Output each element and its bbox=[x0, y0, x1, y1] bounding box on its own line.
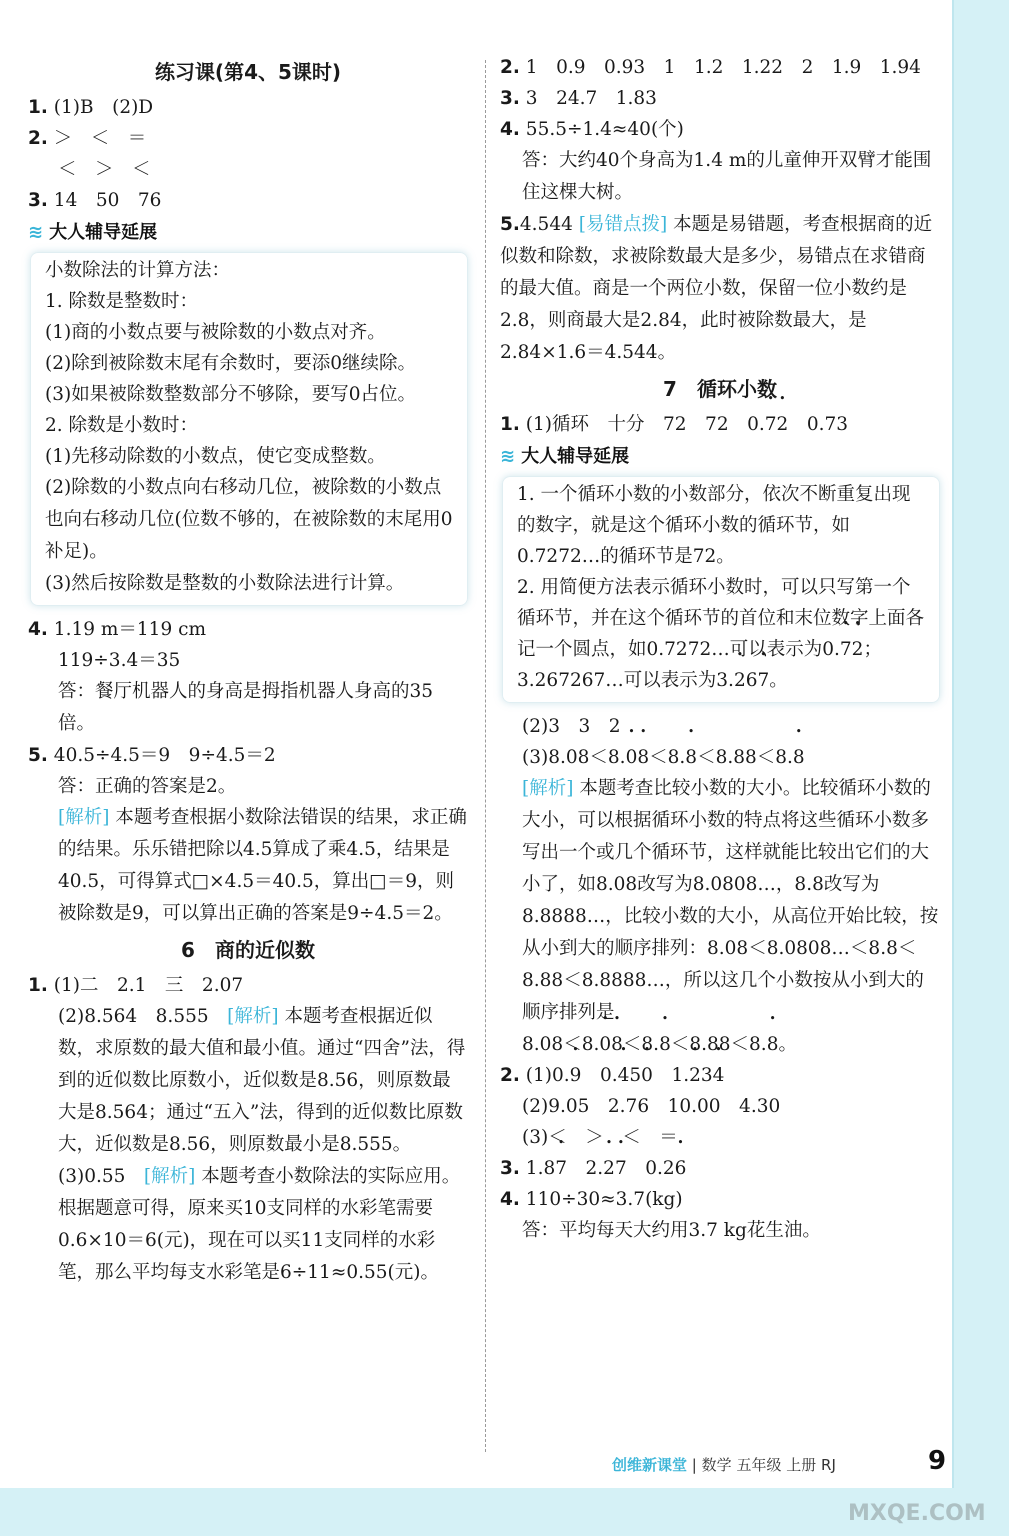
tutor-extension-heading-2: ≋ 大人辅导延展 bbox=[500, 446, 630, 467]
s7-answer-2-3: (3)＜ ＞ ＜ ＝ bbox=[522, 1127, 678, 1148]
section-title-6: 6 商的近似数 bbox=[181, 938, 315, 962]
repeat-digit: • 4 bbox=[713, 1060, 725, 1091]
answer-3: 3. 14 50 76 bbox=[28, 190, 162, 211]
box-line: (3)如果被除数整数部分不够除，要写0占位。 bbox=[45, 384, 416, 405]
brand-name: 创维新课堂 bbox=[612, 1456, 688, 1474]
s7-answer-1-2: (2)3 3 2 bbox=[522, 716, 621, 737]
repeat-digit: • 2 bbox=[689, 1060, 701, 1091]
analysis-tag: [解析] bbox=[227, 1006, 279, 1027]
right-column bbox=[500, 52, 940, 1246]
s7-analysis-result: 8.08＜8.• 0• 8＜8.• 8＜8.88＜8.• 8。 bbox=[500, 1029, 940, 1060]
s7-answer-2-2: (2)9.05 2.76 10.00 4.30 bbox=[522, 1096, 781, 1117]
section-title-practice: 练习课(第4、5课时) bbox=[154, 60, 342, 84]
column-divider bbox=[485, 60, 486, 1452]
box-line: 1. 除数是整数时： bbox=[45, 291, 199, 312]
page-footer: 创维新课堂 | 数学 五年级 上册 RJ bbox=[612, 1456, 836, 1474]
s7-answer-3: 3. 1.8• 7 2.• 2• 7 0.2• 6 bbox=[500, 1153, 940, 1184]
repeat-digit: • 2 bbox=[734, 665, 746, 696]
answer-5-analysis: [解析] 本题考查根据小数除法错误的结果，求正确的结果。乐乐错把除以4.5算成了乘4.5，结果是40.5，可得算式□×4.5＝40.5，算出□＝9，则被除数是9，可以算出正确的答案是9÷4.5＝2。 bbox=[58, 807, 467, 924]
box-line: (1)先移动除数的小数点，使它变成整数。 bbox=[45, 446, 386, 467]
repeat-digit: • 0 bbox=[641, 1060, 653, 1091]
analysis-tag: [解析] bbox=[143, 1166, 196, 1187]
analysis-tag: [解析] bbox=[58, 807, 110, 828]
repeat-digit: • 7 bbox=[840, 634, 852, 665]
box-line: (3)然后按除数是整数的小数除法进行计算。 bbox=[45, 573, 405, 594]
s7-answer-1-3: (3)8.08＜8.• 0• 8＜8.• 8＜8.88＜8.• 8 bbox=[500, 742, 940, 773]
repeat-digit: • 7 bbox=[555, 1153, 567, 1184]
answer-1: 1. (1)B (2)D bbox=[28, 97, 154, 118]
s6-answer-1-3: (3)0.55 [解析] 本题考查小数除法的实际应用。根据题意可得，原来买10支同样的水彩笔需要0.6×10＝6(元)，现在可以买11支同样的水彩笔，那么平均每支水彩笔是6÷11≈0.55(元)。 bbox=[58, 1166, 461, 1283]
repeat-digit: • 2 bbox=[852, 634, 864, 665]
s7-analysis: [解析] 本题考查比较小数的大小。比较循环小数的大小，可以根据循环小数的特点将这些循环小数多写出一个或几个循环节，这样就能比较出它们的大小了，如8.08改写为8.0808…，8.8改写为8.8888…，比较小数的大小，从高位开始比较，按从小到大的顺序排列：8.08＜8.0808…＜8.8＜8.88＜8.8888…，所以这几个小数按从小到大的顺序排列是 bbox=[522, 778, 939, 1023]
r-answer-2: 2. 1 0.9 0.93 1 1.2 1.22 2 1.9 1.94 bbox=[500, 57, 921, 78]
s7-answer-4-reply: 答：平均每天大约用3.7 kg花生油。 bbox=[522, 1220, 821, 1241]
tutor-extension-box-2 bbox=[502, 476, 940, 703]
repeat-digit: • 0 bbox=[599, 1029, 611, 1060]
s7-answer-2: 2. (1)0.• 9 0.• 45• 0 1.• 23• 4 bbox=[500, 1060, 940, 1091]
box-line: (2)除数的小数点向右移动几位，被除数的小数点也向右移动几位(位数不够的，在被除数的末尾用0补足)。 bbox=[45, 477, 453, 562]
answer-2-row2: ＜ ＞ ＜ bbox=[58, 159, 151, 180]
s7-answer-4: 4. 110÷30≈3.7(kg) bbox=[500, 1189, 683, 1210]
wave-icon: ≋ bbox=[500, 446, 516, 467]
r-answer-5: 5.4.544 [易错点拨] 本题是易错题，考查根据商的近似数和除数，求被除数最大是多少，易错点在求错商的最大值。商是一个两位小数，保留一位小数约是2.8，则商最大是2.84，此时被除数最大，是2.84×1.6＝4.544。 bbox=[500, 214, 933, 363]
watermark-logo bbox=[840, 1448, 990, 1528]
section-title-7: 7 循环小数 bbox=[663, 377, 777, 401]
repeat-digit: • 8 bbox=[793, 742, 805, 773]
repeat-digit: • 8 bbox=[611, 1029, 623, 1060]
page-number: 9 bbox=[928, 1446, 947, 1476]
box-line: 小数除法的计算方法： bbox=[45, 260, 231, 281]
tutor-extension-heading: ≋ 大人辅导延展 bbox=[28, 222, 158, 243]
box-line: (2)除到被除数末尾有余数时，要添0继续除。 bbox=[45, 353, 416, 374]
box-line: 1. 一个循环小数的小数部分，依次不断重复出现的数字，就是这个循环小数的循环节，如0.7272…的循环节是72。 bbox=[517, 484, 911, 567]
answer-4-calc: 119÷3.4＝35 bbox=[58, 650, 181, 671]
error-tip-tag: [易错点拨] bbox=[578, 214, 668, 235]
repeat-digit: • 7 bbox=[758, 665, 770, 696]
r-answer-3: 3. 3 24.7 1.83 bbox=[500, 88, 657, 109]
answer-4: 4. 1.19 m＝119 cm bbox=[28, 619, 207, 640]
r-answer-4: 4. 55.5÷1.4≈40(个) bbox=[500, 119, 684, 140]
repeat-digit: • 8 bbox=[659, 1029, 671, 1060]
repeat-digit: • 8 bbox=[767, 1029, 779, 1060]
answer-5-reply: 答：正确的答案是2。 bbox=[58, 776, 237, 797]
repeat-digit: • 2 bbox=[777, 409, 789, 440]
answer-5: 5. 40.5÷4.5＝9 9÷4.5＝2 bbox=[28, 745, 276, 766]
answer-2: 2. ＞ ＜ ＝ bbox=[28, 128, 147, 149]
left-column bbox=[28, 52, 468, 1289]
box-line: (1)商的小数点要与被除数的小数点对齐。 bbox=[45, 322, 386, 343]
repeat-digit: • 8 bbox=[637, 742, 649, 773]
repeat-digit: • 4 bbox=[618, 1060, 630, 1091]
analysis-tag: [解析] bbox=[522, 778, 574, 799]
repeat-digit: • 2 bbox=[603, 1153, 615, 1184]
repeat-digit: • 6 bbox=[675, 1153, 687, 1184]
wave-icon: ≋ bbox=[28, 222, 44, 243]
watermark-text: MXQE.COM bbox=[848, 1501, 986, 1526]
repeat-digit: • 8 bbox=[685, 742, 697, 773]
s6-answer-1: 1. (1)二 2.1 三 2.07 bbox=[28, 975, 244, 996]
answer-4-reply: 答：餐厅机器人的身高是拇指机器人身高的35倍。 bbox=[58, 681, 434, 734]
repeat-digit: • 7 bbox=[765, 409, 777, 440]
repeat-digit: • 0 bbox=[626, 742, 638, 773]
tutor-extension-box bbox=[30, 252, 468, 606]
s7-answer-1: 1. (1)循环 十分 72 72 0.• 7• 2 0.73 bbox=[500, 409, 940, 440]
box-line: 2. 用简便方法表示循环小数时，可以只写第一个循环节，并在这个循环节的首位和末位数字上面各记一个圆点，如0.7272…可以表示为0.• 7• 2；3.267267…可以表示为3.• 26• 7。 bbox=[517, 572, 929, 696]
box-line: 2. 除数是小数时： bbox=[45, 415, 199, 436]
s6-answer-1-2: (2)8.564 8.555 [解析] 本题考查根据近似数，求原数的最大值和最小值。通过“四舍”法，得到的近似数比原数小，近似数是8.56，则原数最大是8.564；通过“五入”法，得到的近似数比原数大，近似数是8.56，则原数最小是8.555。 bbox=[58, 1006, 466, 1155]
repeat-digit: • 7 bbox=[615, 1153, 627, 1184]
r-answer-4-reply: 答：大约40个身高为1.4 m的儿童伸开双臂才能围住这棵大树。 bbox=[522, 150, 932, 203]
repeat-digit: • 9 bbox=[570, 1060, 582, 1091]
